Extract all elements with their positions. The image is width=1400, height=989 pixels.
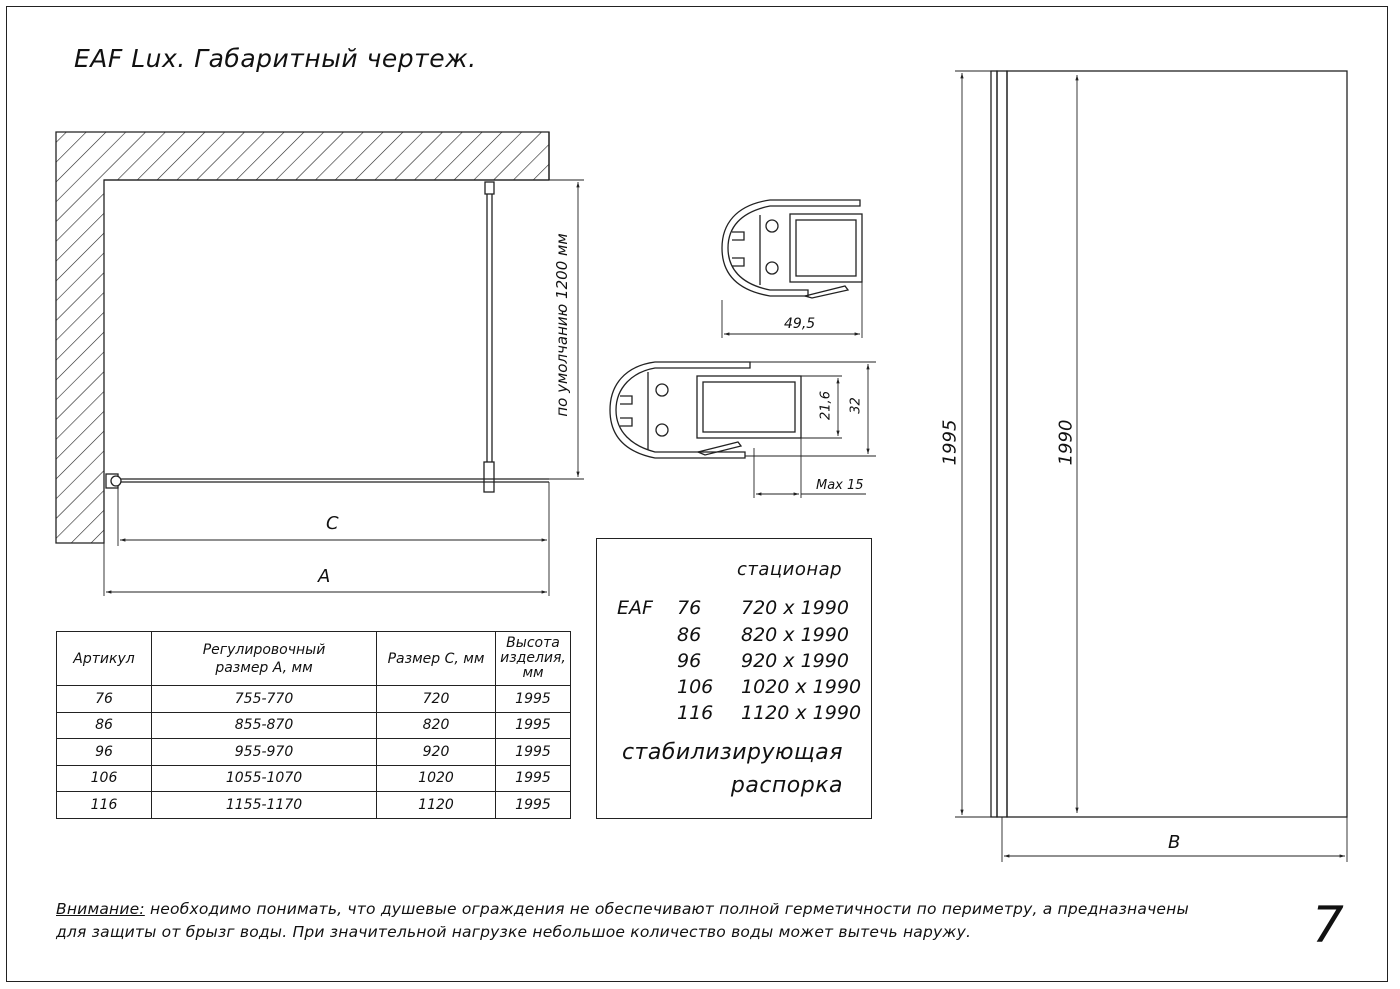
cell-article: 106 bbox=[57, 765, 152, 792]
dim-b-label: B bbox=[1168, 832, 1181, 853]
specs-size: 720 x 1990 bbox=[741, 597, 849, 619]
header-text: Артикул bbox=[73, 650, 135, 667]
height-note-label: по умолчанию 1200 мм bbox=[553, 233, 571, 417]
table-row bbox=[57, 792, 571, 819]
cell-article: 96 bbox=[57, 739, 152, 766]
table-row bbox=[57, 686, 571, 713]
cell-height: 1995 bbox=[496, 765, 571, 792]
notice-text bbox=[56, 898, 1189, 944]
specs-article: 86 bbox=[677, 624, 702, 646]
specs-note-line2: распорка bbox=[730, 773, 843, 798]
cell-adjust-size: 855-870 bbox=[152, 712, 377, 739]
page-title: EAF Lux. Габаритный чертеж. bbox=[74, 44, 477, 73]
cell-size-c: 820 bbox=[377, 712, 496, 739]
notice-line1: необходимо понимать, что душевые ограждения не обеспечивают полной герметичности по периметру, а предназначены bbox=[144, 900, 1189, 918]
cell-size-c: 1120 bbox=[377, 792, 496, 819]
cell-adjust-size: 1155-1170 bbox=[152, 792, 377, 819]
cell-height: 1995 bbox=[496, 792, 571, 819]
header-text: изделия, bbox=[500, 650, 566, 666]
stabilizing-brace bbox=[485, 182, 494, 194]
table-row bbox=[57, 739, 571, 766]
specs-size: 820 x 1990 bbox=[741, 624, 849, 646]
cell-size-c: 1020 bbox=[377, 765, 496, 792]
profile-depth2-label: 32 bbox=[848, 397, 864, 414]
cell-article: 76 bbox=[57, 686, 152, 713]
cell-size-c: 720 bbox=[377, 686, 496, 713]
specs-article: 106 bbox=[677, 676, 714, 698]
cell-article: 86 bbox=[57, 712, 152, 739]
header-height bbox=[496, 632, 571, 686]
cell-size-c: 920 bbox=[377, 739, 496, 766]
header-text: мм bbox=[522, 665, 544, 681]
cell-height: 1995 bbox=[496, 712, 571, 739]
header-article bbox=[57, 632, 152, 686]
specs-article: 76 bbox=[677, 597, 702, 619]
specs-size: 1020 x 1990 bbox=[741, 676, 862, 698]
header-text: Размер С, мм bbox=[387, 650, 485, 667]
profile-width-label: 49,5 bbox=[784, 316, 816, 332]
specs-header: стационар bbox=[737, 559, 843, 580]
specs-size: 1120 x 1990 bbox=[741, 702, 862, 724]
page-number: 7 bbox=[1312, 896, 1344, 954]
header-size-c bbox=[377, 632, 496, 686]
notice-line2: для защиты от брызг воды. При значительной нагрузке небольшое количество воды может вытечь наружу. bbox=[56, 923, 972, 941]
specs-box bbox=[596, 538, 872, 819]
dim-a-label: A bbox=[318, 566, 331, 587]
dim-c-label: C bbox=[326, 513, 339, 534]
cell-adjust-size: 755-770 bbox=[152, 686, 377, 713]
specs-size: 920 x 1990 bbox=[741, 650, 849, 672]
dimensions-table bbox=[56, 631, 571, 819]
specs-series: EAF bbox=[617, 597, 653, 619]
total-height-label: 1995 bbox=[939, 419, 961, 466]
header-text: Высота bbox=[506, 635, 560, 651]
table-row bbox=[57, 765, 571, 792]
specs-article: 116 bbox=[677, 702, 714, 724]
specs-article: 96 bbox=[677, 650, 702, 672]
plan-view bbox=[56, 132, 584, 596]
cell-height: 1995 bbox=[496, 686, 571, 713]
profile-depth1-label: 21,6 bbox=[818, 391, 834, 420]
profile-gap-label: Max 15 bbox=[816, 478, 864, 493]
table-header-row bbox=[57, 632, 571, 686]
header-text: Регулировочный bbox=[202, 641, 326, 658]
elevation-view bbox=[955, 71, 1347, 862]
header-adjust-size bbox=[152, 632, 377, 686]
notice-label: Внимание: bbox=[56, 900, 145, 918]
header-text: размер A, мм bbox=[215, 659, 313, 676]
cell-height: 1995 bbox=[496, 739, 571, 766]
glass-height-label: 1990 bbox=[1055, 419, 1077, 466]
wall-profile-elevation bbox=[991, 71, 997, 817]
cell-article: 116 bbox=[57, 792, 152, 819]
specs-note-line1: стабилизирующая bbox=[621, 740, 843, 765]
table-row bbox=[57, 712, 571, 739]
cell-adjust-size: 955-970 bbox=[152, 739, 377, 766]
cell-adjust-size: 1055-1070 bbox=[152, 765, 377, 792]
